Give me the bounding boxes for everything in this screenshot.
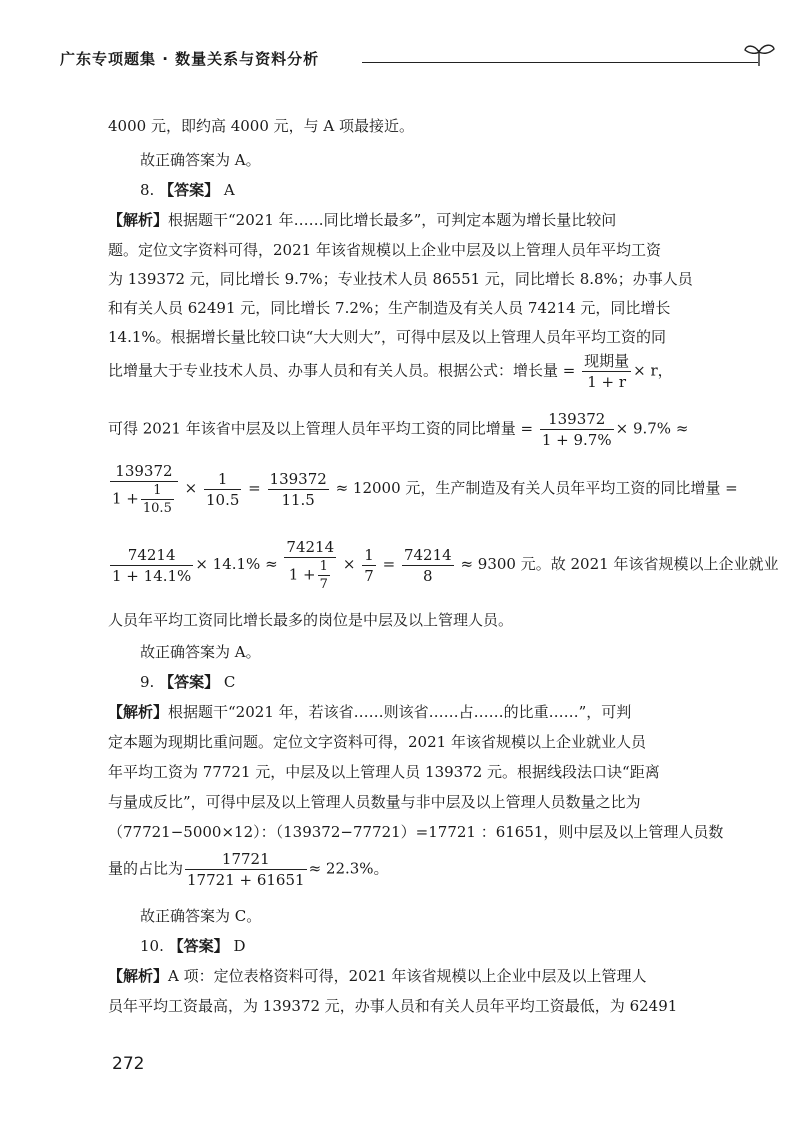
fraction: 139372 1 + $\frac{1}{10.5}$ bbox=[110, 462, 178, 516]
operator: = bbox=[382, 555, 396, 573]
sprout-icon bbox=[742, 40, 776, 68]
q9-text: 量的占比为 bbox=[108, 859, 184, 878]
fraction: $\frac{74214}{1 + 14.1\%}$ bbox=[112, 545, 192, 585]
q8-analysis-tag: 【解析】 bbox=[108, 211, 169, 229]
q9-formula-line bbox=[108, 850, 389, 889]
q10-number: 10. bbox=[140, 937, 164, 955]
q8-line: 故正确答案为 A。 bbox=[140, 643, 261, 661]
q10-analysis-tag: 【解析】 bbox=[108, 967, 169, 985]
q9-analysis-tag: 【解析】 bbox=[108, 703, 169, 721]
operator: × bbox=[184, 479, 198, 497]
q8-answer bbox=[140, 180, 235, 200]
q8-number: 8. bbox=[140, 181, 155, 199]
q9-answer bbox=[140, 672, 235, 692]
q8-line bbox=[108, 210, 616, 230]
q10-answer-tag: 【答案】 bbox=[168, 937, 229, 955]
q9-line bbox=[108, 702, 631, 722]
fraction: $\frac{1}{7}$ bbox=[364, 545, 374, 585]
q8-text: 比增量大于专业技术人员、办事人员和有关人员。根据公式：增长量 = bbox=[108, 361, 576, 380]
fraction: $\frac{139372}{11.5}$ bbox=[269, 469, 327, 509]
q9-text: 根据题干“2021 年，若该省……则该省……占……的比重……”，可判 bbox=[168, 703, 632, 721]
q9-line: 与量成反比”，可得中层及以上管理人员数量与非中层及以上管理人员数量之比为 bbox=[108, 793, 641, 811]
q8-formula-line bbox=[108, 352, 673, 391]
fraction: 74214 1 + $\frac{1}{7}$ bbox=[286, 538, 335, 592]
q8-text: ≈ 9300 元。故 2021 年该省规模以上企业就业 bbox=[460, 555, 779, 573]
q8-line: 和有关人员 62491 元，同比增长 7.2%；生产制造及有关人员 74214 元，同比增长 bbox=[108, 299, 671, 317]
fraction: $\frac{74214}{8}$ bbox=[403, 545, 452, 585]
q8-text: 可得 2021 年该省中层及以上管理人员年平均工资的同比增量 = bbox=[108, 419, 534, 438]
q10-line: 员年平均工资最高，为 139372 元，办事人员和有关人员年平均工资最低，为 62491 bbox=[108, 997, 678, 1015]
q8-answer-tag: 【答案】 bbox=[159, 181, 220, 199]
q9-number: 9. bbox=[140, 673, 155, 691]
q9-answer-tag: 【答案】 bbox=[159, 673, 220, 691]
operator: = bbox=[248, 479, 261, 497]
q8-line: 题。定位文字资料可得，2021 年该省规模以上企业中层及以上管理人员年平均工资 bbox=[108, 241, 661, 259]
operator: × bbox=[342, 555, 356, 573]
q8-formula-line bbox=[108, 410, 688, 449]
nested-fraction: $\frac{1}{10.5}$ bbox=[142, 483, 172, 516]
q8-formula-line bbox=[108, 462, 738, 516]
q8-text: ≈ 12000 元，生产制造及有关人员年平均工资的同比增量 = bbox=[335, 479, 738, 497]
q9-text: ≈ 22.3%。 bbox=[308, 859, 389, 878]
q8-text: × r， bbox=[633, 361, 673, 380]
q9-line: 故正确答案为 C。 bbox=[140, 907, 262, 925]
header-rule bbox=[362, 62, 758, 63]
fraction: $\frac{\text{现期量}}{1 + r}$ bbox=[584, 352, 630, 391]
q8-answer-value: A bbox=[223, 181, 235, 199]
q8-line: 为 139372 元，同比增长 9.7%；专业技术人员 86551 元，同比增长 8.8%；办事人员 bbox=[108, 270, 693, 288]
q8-line: 14.1%。根据增长量比较口诀“大大则大”，可得中层及以上管理人员年平均工资的同 bbox=[108, 328, 666, 346]
nested-fraction: $\frac{1}{7}$ bbox=[319, 559, 328, 592]
q9-line: 年平均工资为 77721 元，中层及以上管理人员 139372 元。根据线段法口诀“距离 bbox=[108, 763, 660, 781]
running-header bbox=[60, 46, 720, 76]
q8-text: × 9.7% ≈ bbox=[615, 419, 689, 438]
running-header-title: 广东专项题集 · 数量关系与资料分析 bbox=[60, 50, 320, 68]
q9-line: （77721−5000×12）：（139372−77721）=17721 ：61651，则中层及以上管理人员数 bbox=[108, 823, 724, 841]
q8-line: 人员年平均工资同比增长最多的岗位是中层及以上管理人员。 bbox=[108, 611, 514, 629]
fraction: $\frac{1}{10.5}$ bbox=[205, 469, 240, 509]
q8-text: 根据题干“2021 年……同比增长最多”，可判定本题为增长量比较问 bbox=[168, 211, 617, 229]
q10-answer bbox=[140, 936, 245, 956]
fraction: $\frac{139372}{1 + 9.7\%}$ bbox=[541, 410, 612, 449]
q8-text: × 14.1% ≈ bbox=[195, 555, 278, 573]
text-line: 4000 元，即约高 4000 元，与 A 项最接近。 bbox=[108, 117, 415, 135]
fraction: $\frac{17721}{17721 + 61651}$ bbox=[187, 850, 305, 889]
q8-formula-line bbox=[108, 538, 778, 592]
q9-answer-value: C bbox=[223, 673, 236, 691]
q10-text: A 项：定位表格资料可得，2021 年该省规模以上企业中层及以上管理人 bbox=[168, 967, 647, 985]
text-line: 故正确答案为 A。 bbox=[140, 151, 261, 169]
q10-answer-value: D bbox=[233, 937, 246, 955]
q9-line: 定本题为现期比重问题。定位文字资料可得，2021 年该省规模以上企业就业人员 bbox=[108, 733, 646, 751]
page-number: 272 bbox=[112, 1054, 145, 1074]
q10-line bbox=[108, 966, 647, 986]
